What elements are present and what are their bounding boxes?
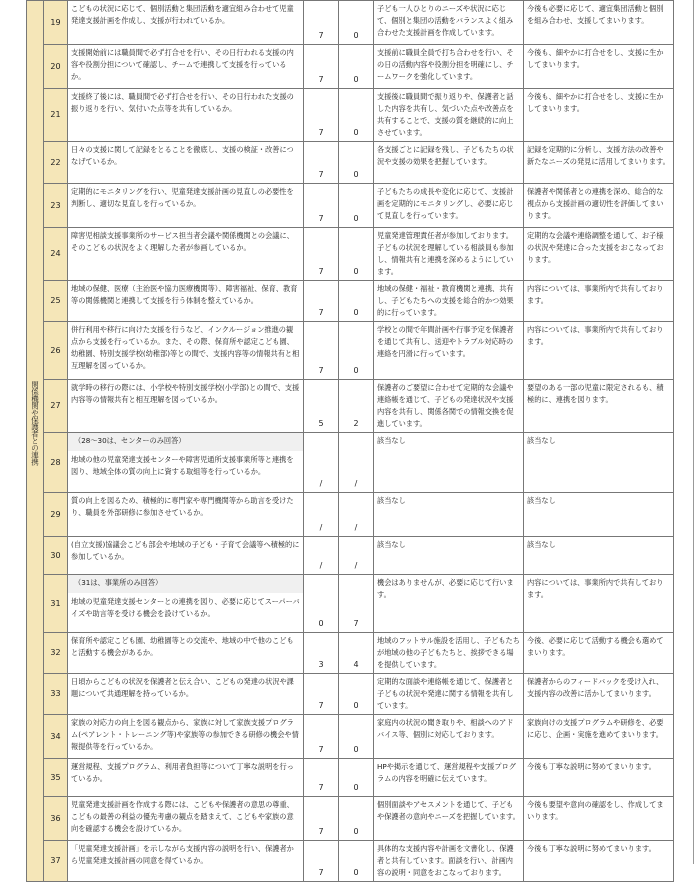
no-count: 0 [339,45,374,89]
item-description: (自立支援)協議会こども部会や地域の子ども・子育て会議等へ積極的に参加しているか。 [71,540,300,561]
no-count: 7 [339,575,374,633]
no-count: 0 [339,89,374,142]
item-number: 21 [44,89,68,142]
improvement-plan: 保護者や関係者との連携を深め、総合的な視点から支援計画の適切性を評価してまいります。 [524,184,674,228]
no-count: / [339,537,374,575]
item-description: こどもの状況に応じて、個別活動と集団活動を適宜組み合わせて児童発達支援計画を作成し、支援が行われているか。 [71,4,294,25]
item-text [68,380,304,433]
item-number: 32 [44,633,68,674]
evaluation-text: 子ども一人ひとりのニーズや状況に応じて、個別と集団の活動をバランスよく組み合わせた支援計画を作成しています。 [374,1,524,45]
item-number: 29 [44,493,68,537]
evaluation-text: 該当なし [374,493,524,537]
item-description: 「児童発達支援計画」を示しながら支援内容の説明を行い、保護者から児童発達支援計画の同意を得ているか。 [71,844,294,865]
item-text [68,433,304,493]
item-text [68,1,304,45]
improvement-plan: 今後、必要に応じて活動する機会も選めてまいります。 [524,633,674,674]
item-text [68,537,304,575]
no-count: 0 [339,841,374,882]
improvement-plan: 家族向けの支援プログラムや研修を、必要に応じ、企画・実施を進めてまいります。 [524,715,674,759]
item-number: 33 [44,674,68,715]
evaluation-text: 該当なし [374,537,524,575]
item-description: 地域の他の児童発達支援センターや障害児通所支援事業所等と連携を図り、地域全体の質の向上に資する取組等を行っているか。 [71,455,294,476]
evaluation-text: 子どもたちの成長や変化に応じて、支援計画を定期的にモニタリングし、必要に応じて見直しを行っています。 [374,184,524,228]
evaluation-text: 支援後に職員間で振り返りや、保護者と話した内容を共有し、気づいた点や改善点を共有することで、支援の質を継続的に向上させています。 [374,89,524,142]
yes-count: 7 [304,228,339,281]
no-count: / [339,433,374,493]
evaluation-text: HPや掲示を通じて、運営規程や支援プログラムの内容を明確に伝えています。 [374,759,524,797]
table-row [27,493,674,537]
item-text [68,322,304,380]
table-row [27,89,674,142]
no-count: 0 [339,228,374,281]
no-count: 0 [339,184,374,228]
table-row [27,45,674,89]
item-description: 保育所や認定こども園、幼稚園等との交流や、地域の中で他のこどもと活動する機会があるか。 [71,636,294,657]
item-text [68,281,304,322]
item-number: 37 [44,841,68,882]
yes-count: 7 [304,89,339,142]
table-row [27,433,674,493]
table-row [27,759,674,797]
yes-count: / [304,493,339,537]
item-number: 22 [44,142,68,184]
page-edge-line [693,0,694,864]
evaluation-text: 児童発達管理責任者が参加しております。子どもの状況を理解している相談員も参加し、情報共有と連携を深めるようにしています。 [374,228,524,281]
section-note: （28〜30は、センターのみ回答） [68,433,303,451]
evaluation-text: 地域のフットサル施設を活用し、子どもたちが地域の他の子どもたちと、挨拶できる場を提供しています。 [374,633,524,674]
improvement-plan: 今後も丁寧な説明に努めてまいります。 [524,759,674,797]
improvement-plan: 該当なし [524,537,674,575]
improvement-plan: 今後も丁寧な説明に努めてまいります。 [524,841,674,882]
item-description: 支援終了後には、職員間で必ず打合せを行い、その日行われた支援の振り返りを行い、気付いた点等を共有しているか。 [71,92,294,113]
improvement-plan: 該当なし [524,493,674,537]
improvement-plan: 今後も必要に応じて、適宜集団活動と個別を組み合わせ、支援してまいります。 [524,1,674,45]
improvement-plan: 今後も要望や意向の確認をし、作成してまいります。 [524,797,674,841]
no-count: 0 [339,1,374,45]
yes-count: 5 [304,380,339,433]
item-text [68,142,304,184]
yes-count: 7 [304,322,339,380]
no-count: 2 [339,380,374,433]
item-text [68,715,304,759]
improvement-plan: 内容については、事業所内で共有しております。 [524,322,674,380]
item-number: 34 [44,715,68,759]
improvement-plan: 保護者からのフィードバックを受け入れ、支援内容の改善に活かしてまいります。 [524,674,674,715]
evaluation-text: 定期的な面談や連絡帳を通じて、保護者と子どもの状況や発達に関する情報を共有しています。 [374,674,524,715]
improvement-plan: 今後も、細やかに打合せをし、支援に生かしてまいります。 [524,45,674,89]
evaluation-text: 該当なし [374,433,524,493]
improvement-plan: 内容については、事業所内で共有しております。 [524,281,674,322]
no-count: 0 [339,759,374,797]
evaluation-table [26,0,674,882]
item-description: 地域の保健、医療（主治医や協力医療機関等）、障害福祉、保育、教育等の関係機関と連携して支援を行う体制を整えているか。 [71,284,298,305]
yes-count: 7 [304,184,339,228]
evaluation-text: 保護者のご要望に合わせて定期的な会議や連絡帳を通じて、子どもの発達状況や支援内容を共有し、関係各関での情報交換を促進しています。 [374,380,524,433]
no-count: / [339,493,374,537]
table-row [27,142,674,184]
item-number: 26 [44,322,68,380]
table-row [27,1,674,45]
yes-count: 7 [304,715,339,759]
item-text [68,674,304,715]
item-description: 地域の児童発達支援センターとの連携を図り、必要に応じてスーパーバイズや助言等を受ける機会を設けているか。 [71,597,300,618]
item-text [68,575,304,633]
yes-count: 3 [304,633,339,674]
item-text [68,45,304,89]
no-count: 4 [339,633,374,674]
item-description: 支援開始前には職員間で必ず打合せを行い、その日行われる支援の内容や役割分担について確認し、チームで連携して支援を行っているか。 [71,48,294,81]
yes-count: 7 [304,1,339,45]
category-cell [27,1,44,882]
no-count: 0 [339,322,374,380]
evaluation-text: 地域の保健・福祉・教育機関と連携、共有し、子どもたちへの支援を総合的かつ効果的に行っています。 [374,281,524,322]
improvement-plan: 記録を定期的に分析し、支援方法の改善や新たなニーズの発見に活用してまいります。 [524,142,674,184]
item-description: 定期的にモニタリングを行い、児童発達支援計画の見直しの必要性を判断し、適切な見直しを行っているか。 [71,187,294,208]
evaluation-text: 具体的な支援内容や計画を文書化し、保護者と共有しています。面談を行い、計画内容の説明・同意をおこなっております。 [374,841,524,882]
item-number: 27 [44,380,68,433]
yes-count: 7 [304,281,339,322]
table-row [27,184,674,228]
item-description: 日々の支援に関して記録をとることを徹底し、支援の検証・改善につなげているか。 [71,145,294,166]
item-number: 25 [44,281,68,322]
table-row [27,575,674,633]
no-count: 0 [339,797,374,841]
table-row [27,715,674,759]
item-number: 23 [44,184,68,228]
improvement-plan: 要望のある一部の児童に限定されるも、積極的に、連携を図ります。 [524,380,674,433]
yes-count: 7 [304,674,339,715]
improvement-plan: 内容については、事業所内で共有しております。 [524,575,674,633]
evaluation-text: 各支援ごとに記録を残し、子どもたちの状況や支援の効果を把握しています。 [374,142,524,184]
table-row [27,841,674,882]
item-number: 24 [44,228,68,281]
item-description: 就学時の移行の際には、小学校や特別支援学校(小学部)との間で、支援内容等の情報共有と相互理解を図っているか。 [71,383,300,404]
table-row [27,281,674,322]
table-body [27,1,674,882]
table-row [27,633,674,674]
item-number: 36 [44,797,68,841]
item-description: 運営規程、支援プログラム、利用者負担等について丁寧な説明を行っているか。 [71,762,294,783]
no-count: 0 [339,715,374,759]
item-description: 家族の対応力の向上を図る観点から、家族に対して家族支援プログラム(ペアレント・トレーニング等)や家族等の参加できる研修の機会や情報提供等を行っているか。 [71,718,299,751]
item-number: 19 [44,1,68,45]
item-number: 31 [44,575,68,633]
evaluation-text: 学校との間で年間計画や行事予定を保護者を通じて共有し、送迎やトラブル対応時の連絡を円滑に行っています。 [374,322,524,380]
item-description: 質の向上を図るため、積極的に専門家や専門機関等から助言を受けたり、職員を外部研修に参加させているか。 [71,496,294,517]
item-text [68,493,304,537]
table-row [27,380,674,433]
yes-count: 7 [304,797,339,841]
item-text [68,633,304,674]
yes-count: / [304,433,339,493]
item-description: 児童発達支援計画を作成する際には、こどもや保護者の意思の尊重、こどもの最善の利益の優先考慮の観点を踏まえて、こどもや家族の意向を確認する機会を設けているか。 [71,800,294,833]
item-number: 20 [44,45,68,89]
yes-count: 7 [304,45,339,89]
item-text [68,841,304,882]
yes-count: 0 [304,575,339,633]
evaluation-text: 支援前に職員全員で打ち合わせを行い、その日の活動内容や役割分担を明確にし、チームワークを強化しています。 [374,45,524,89]
item-description: 障害児相談支援事業所のサービス担当者会議や関係機関との会議に、そのこどもの状況をよく理解した者が参画しているか。 [71,231,294,252]
item-number: 35 [44,759,68,797]
evaluation-text: 家庭内の状況の聞き取りや、相談へのアドバイス等、個別に対応しております。 [374,715,524,759]
item-text [68,797,304,841]
yes-count: 7 [304,759,339,797]
item-number: 30 [44,537,68,575]
table-row [27,228,674,281]
item-text [68,228,304,281]
item-description: 日頃からこどもの状況を保護者と伝え合い、こどもの発達の状況や課題について共通理解を持っているか。 [71,677,294,698]
yes-count: 7 [304,142,339,184]
item-text [68,184,304,228]
improvement-plan: 定期的な会議や連絡調整を通して、お子様の状況や発達に合った支援をおこなっております。 [524,228,674,281]
improvement-plan: 今後も、細やかに打合せをし、支援に生かしてまいります。 [524,89,674,142]
evaluation-text: 機会はありませんが、必要に応じて行います。 [374,575,524,633]
item-description: 併行利用や移行に向けた支援を行うなど、インクルージョン推進の観点から支援を行っているか。また、その際、保育所や認定こども園、幼稚園、特別支援学校(幼稚部)等との間で、支援内容等の情報共有と相互理解を図っているか。 [71,325,300,370]
no-count: 0 [339,674,374,715]
improvement-plan: 該当なし [524,433,674,493]
yes-count: / [304,537,339,575]
table-row [27,797,674,841]
item-text [68,89,304,142]
table-row [27,322,674,380]
item-text [68,759,304,797]
section-note: （31は、事業所のみ回答） [68,575,303,593]
table-row [27,537,674,575]
category-label: 関係機関や保護者との連携 [30,381,40,465]
item-number: 28 [44,433,68,493]
no-count: 0 [339,142,374,184]
table-row [27,674,674,715]
evaluation-text: 個別面談やアセスメントを通じて、子どもや保護者の意向やニーズを把握しています。 [374,797,524,841]
yes-count: 7 [304,841,339,882]
no-count: 0 [339,281,374,322]
